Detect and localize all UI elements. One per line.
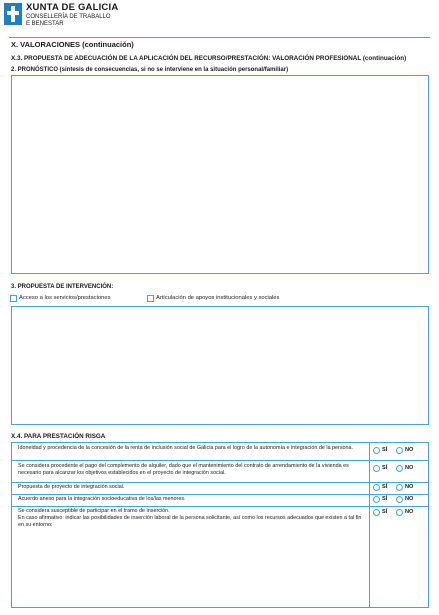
x4-title: X.4. PARA PRESTACIÓN RISGA: [11, 433, 106, 440]
row-4-yes-radio[interactable]: [373, 496, 380, 503]
row-3-no-radio[interactable]: [396, 484, 403, 491]
row-5-yes-radio[interactable]: [373, 509, 380, 516]
row-5-yes-label: SÍ: [382, 509, 388, 515]
row-1-yes-radio[interactable]: [373, 447, 380, 454]
org-name: XUNTA DE GALICIA: [26, 2, 119, 13]
row-2-text: Se considera procedente el pago del complemento de alquiler, dado que el mantenimiento del contrato de arrendamiento de la vivienda es necesario para alcanzar los objetivos establecidos en el proyecto de integración social.: [18, 463, 349, 476]
xunta-logo-icon: [4, 3, 22, 25]
propuesta-textarea[interactable]: [11, 306, 429, 425]
row-5-no-radio[interactable]: [396, 509, 403, 516]
row-5-no-label: NO: [405, 509, 414, 515]
x3-title: X.3. PROPUESTA DE ADECUACIÓN DE LA APLICACIÓN DEL RECURSO/PRESTACIÓN: VALORACIÓN PROFESIONAL (continuación): [11, 55, 407, 62]
column-divider: [369, 443, 370, 607]
row-2-no-label: NO: [405, 465, 414, 471]
option-1-label: Acceso a los servicios/prestaciones: [19, 295, 111, 301]
insercion-textarea[interactable]: [16, 531, 366, 605]
row-2-yes-label: SÍ: [382, 465, 388, 471]
row-separator: [12, 482, 428, 483]
row-separator: [12, 494, 428, 495]
row-2-yes-radio[interactable]: [373, 465, 380, 472]
propuesta-label: 3. PROPUESTA DE INTERVENCIÓN:: [11, 284, 114, 290]
department-line-2: E BENESTAR: [26, 21, 64, 27]
pronostico-label: 2. PRONÓSTICO (síntesis de consecuencias, si no se interviene en la situación personal/familiar): [11, 67, 289, 73]
row-3-yes-label: SÍ: [382, 484, 388, 490]
row-3-text: Propuesta de proyecto de integración social.: [18, 484, 125, 490]
table-row: [18, 445, 363, 452]
table-row: [18, 496, 363, 503]
option-1-checkbox[interactable]: [10, 295, 17, 302]
table-row: [18, 463, 363, 477]
row-4-text: Acuerdo anexo para la integración socioeducativa de los/las menores.: [18, 496, 186, 502]
department-line-1: CONSELLERÍA DE TRABALLO: [26, 14, 111, 20]
option-2-checkbox[interactable]: [147, 295, 154, 302]
row-5-text-2: En caso afirmativo: indicar las posibilidades de inserción laboral de la persona solicitante, así como los recursos adecuados que existen a tal fin en su entorno:: [18, 515, 362, 528]
section-title: X. VALORACIONES (continuación): [11, 40, 134, 49]
row-1-no-label: NO: [405, 447, 414, 453]
row-1-text: Idoneidad y procedencia de la concesión de la renta de inclusión social de Galicia para el logro de la autonomía e integración de la persona.: [18, 445, 354, 451]
table-row: [18, 484, 363, 491]
department-name: [26, 14, 111, 28]
row-5-text: Se considera susceptible de participar en el tramo de inserción.: [18, 508, 170, 514]
section-divider: [9, 37, 430, 38]
table-row: [18, 508, 363, 529]
row-4-no-label: NO: [405, 496, 414, 502]
row-4-yes-label: SÍ: [382, 496, 388, 502]
risga-table: [11, 442, 429, 608]
row-3-yes-radio[interactable]: [373, 484, 380, 491]
row-4-no-radio[interactable]: [396, 496, 403, 503]
row-1-no-radio[interactable]: [396, 447, 403, 454]
row-separator: [12, 460, 428, 461]
row-3-no-label: NO: [405, 484, 414, 490]
row-separator: [12, 506, 428, 507]
pronostico-textarea[interactable]: [11, 75, 429, 274]
option-2-label: Articulación de apoyos institucionales y sociales: [156, 295, 280, 301]
row-1-yes-label: SÍ: [382, 447, 388, 453]
row-2-no-radio[interactable]: [396, 465, 403, 472]
